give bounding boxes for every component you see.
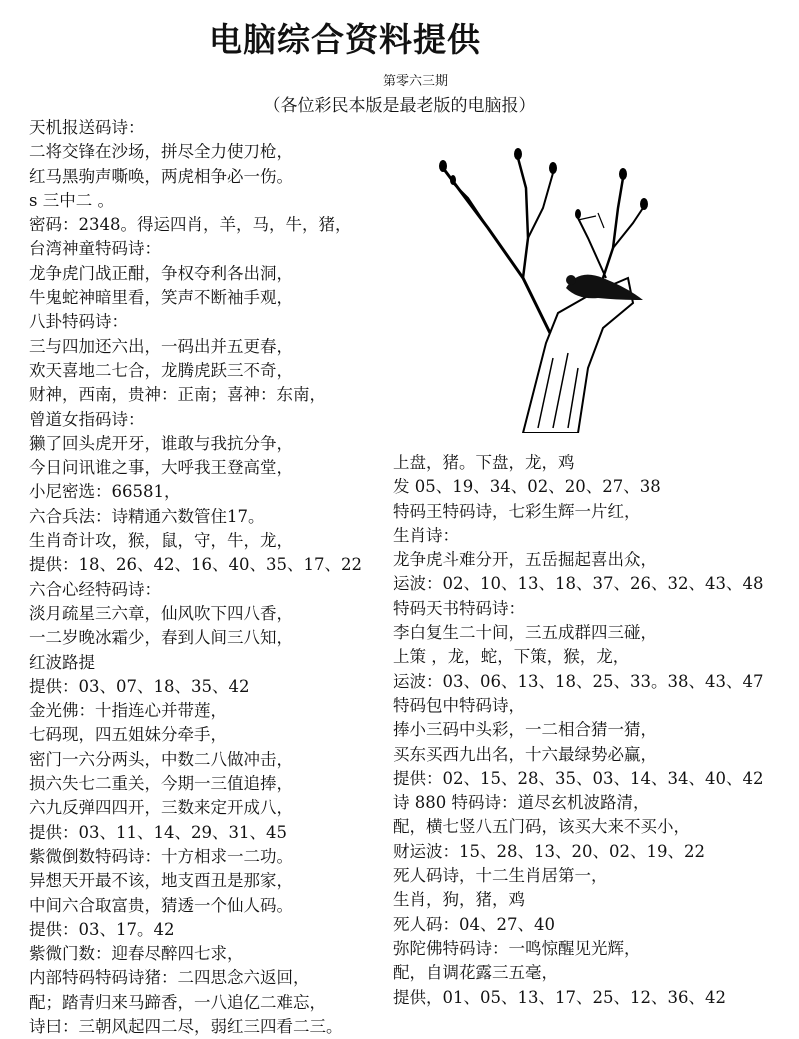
text-line: 二将交锋在沙场，拼尽全力使刀枪， <box>29 142 293 162</box>
text-line: 捧小三码中头彩，一二相合猜一猜， <box>393 720 657 740</box>
text-line: 提供：03、11、14、29、31、45 <box>29 822 287 842</box>
text-line: 提供，01、05、13、17、25、12、36、42 <box>393 987 726 1007</box>
text-line: 运波：02、10、13、18、37、26、32、43、48 <box>393 574 764 594</box>
text-line: 金光佛：十指连心并带莲， <box>29 701 227 721</box>
text-line: 发 05、19、34、02、20、27、38 <box>393 477 661 497</box>
text-line: 提供：03、07、18、35、42 <box>29 676 250 696</box>
text-line: 提供：02、15、28、35、03、14、34、40、42 <box>393 768 764 788</box>
text-line: 天机报送码诗： <box>29 118 145 137</box>
text-line: 龙争虎斗难分开，五岳掘起喜出众， <box>393 550 657 570</box>
text-line: 三与四加还六出，一码出并五更春， <box>29 336 293 356</box>
text-line: 生肖奇计攻，猴，鼠，守，牛，龙， <box>29 531 293 551</box>
text-line: 龙争虎门战正酣，争权夺利各出洞， <box>29 263 293 283</box>
text-line: 李白复生二十间，三五成群四三碰， <box>393 623 657 643</box>
text-line: 运波：03、06、13、18、25、33。38、43、47 <box>393 671 764 691</box>
text-line: 提供：03、17。42 <box>29 919 175 939</box>
text-line: 生肖诗： <box>393 525 459 545</box>
text-line: 异想天开最不该，地支酉丑是那家， <box>29 871 293 891</box>
text-line: 上策 ，龙，蛇，下策，猴，龙， <box>393 647 630 667</box>
text-line: 内部特码特码诗猪：二四思念六返回， <box>29 968 310 988</box>
text-line: 欢天喜地二七合，龙腾虎跃三不奇， <box>29 360 293 380</box>
text-line: 财神，西南，贵神：正南；喜神：东南， <box>29 385 326 405</box>
text-line: 小尼密选：66581， <box>29 482 181 502</box>
text-line: 七码现，四五姐妹分牵手， <box>29 725 227 745</box>
text-line: 损六失七二重关，今期一三值追捧， <box>29 774 293 794</box>
text-line: 特码包中特码诗， <box>393 695 525 715</box>
page-subtitle: （各位彩民本版是最老版的电脑报） <box>263 96 536 116</box>
text-line: 六合兵法：诗精通六数管住17。 <box>29 506 265 526</box>
right-column <box>393 451 793 1010</box>
text-line: 台湾神童特码诗： <box>29 239 161 259</box>
text-line: 特码天书特码诗： <box>393 598 525 618</box>
text-line: 死人码：04、27、40 <box>393 914 555 934</box>
text-line: 配；踏青归来马蹄香，一八追亿二难忘， <box>29 992 326 1012</box>
text-line: 獭了回头虎开牙，谁敢与我抗分争， <box>29 433 293 453</box>
left-column <box>29 116 384 1039</box>
text-line: 死人码诗，十二生肖居第一， <box>393 866 608 886</box>
text-line: 生肖，狗，猪，鸡 <box>393 890 525 910</box>
text-line: 提供：18、26、42、16、40、35、17、22 <box>29 555 362 575</box>
text-line: 特码王特码诗，七彩生辉一片红， <box>393 501 641 521</box>
text-line: 中间六合取富贵，猜透一个仙人码。 <box>29 895 293 915</box>
text-line: 诗曰：三朝风起四二尽，弱红三四看二三。 <box>29 1016 343 1036</box>
text-line: 财运波：15、28、13、20、02、19、22 <box>393 841 705 861</box>
text-line: 六合心经特码诗： <box>29 579 161 599</box>
text-line: 紫微倒数特码诗：十方相求一二功。 <box>29 846 293 866</box>
text-line: 红波路提 <box>29 652 95 672</box>
text-line: 今日问讯谁之事，大呼我王登高堂， <box>29 458 293 478</box>
text-line: 牛鬼蛇神暗里看，笑声不断袖手观， <box>29 288 293 308</box>
text-line: 配，横七竖八五门码，该买大来不买小， <box>393 817 690 837</box>
text-line: 紫微门数：迎春尽醉四七求， <box>29 944 244 964</box>
text-line: 配，自调花露三五毫， <box>393 963 558 983</box>
text-line: 曾道女指码诗： <box>29 409 145 429</box>
text-line: 红马黑驹声嘶唤，两虎相争必一伤。 <box>29 166 293 186</box>
page-title: 电脑综合资料提供 <box>209 20 481 59</box>
text-line: 弥陀佛特码诗：一鸣惊醒见光辉， <box>393 938 641 958</box>
issue-number: 第零六三期 <box>383 74 449 89</box>
text-line: 密门一六分两头，中数二八做冲击， <box>29 749 293 769</box>
text-line: 六九反弹四四开，三数来定开成八， <box>29 798 293 818</box>
text-line: 上盘，猪。下盘，龙，鸡 <box>393 453 575 472</box>
text-line: 密码：2348。得运四肖，羊，马，牛，猪， <box>29 215 352 235</box>
text-line: 买东买西九出名，十六最绿势必赢， <box>393 744 657 764</box>
text-line: 八卦特码诗： <box>29 312 128 332</box>
text-line: 淡月疏星三六章，仙风吹下四八香， <box>29 603 293 623</box>
text-line: 一二岁晚冰霜少，春到人间三八知， <box>29 628 293 648</box>
text-line: 诗 880 特码诗：道尽玄机波路清， <box>393 793 650 813</box>
text-line: s 三中二 。 <box>29 190 114 210</box>
tree-bird-illustration <box>428 128 653 433</box>
